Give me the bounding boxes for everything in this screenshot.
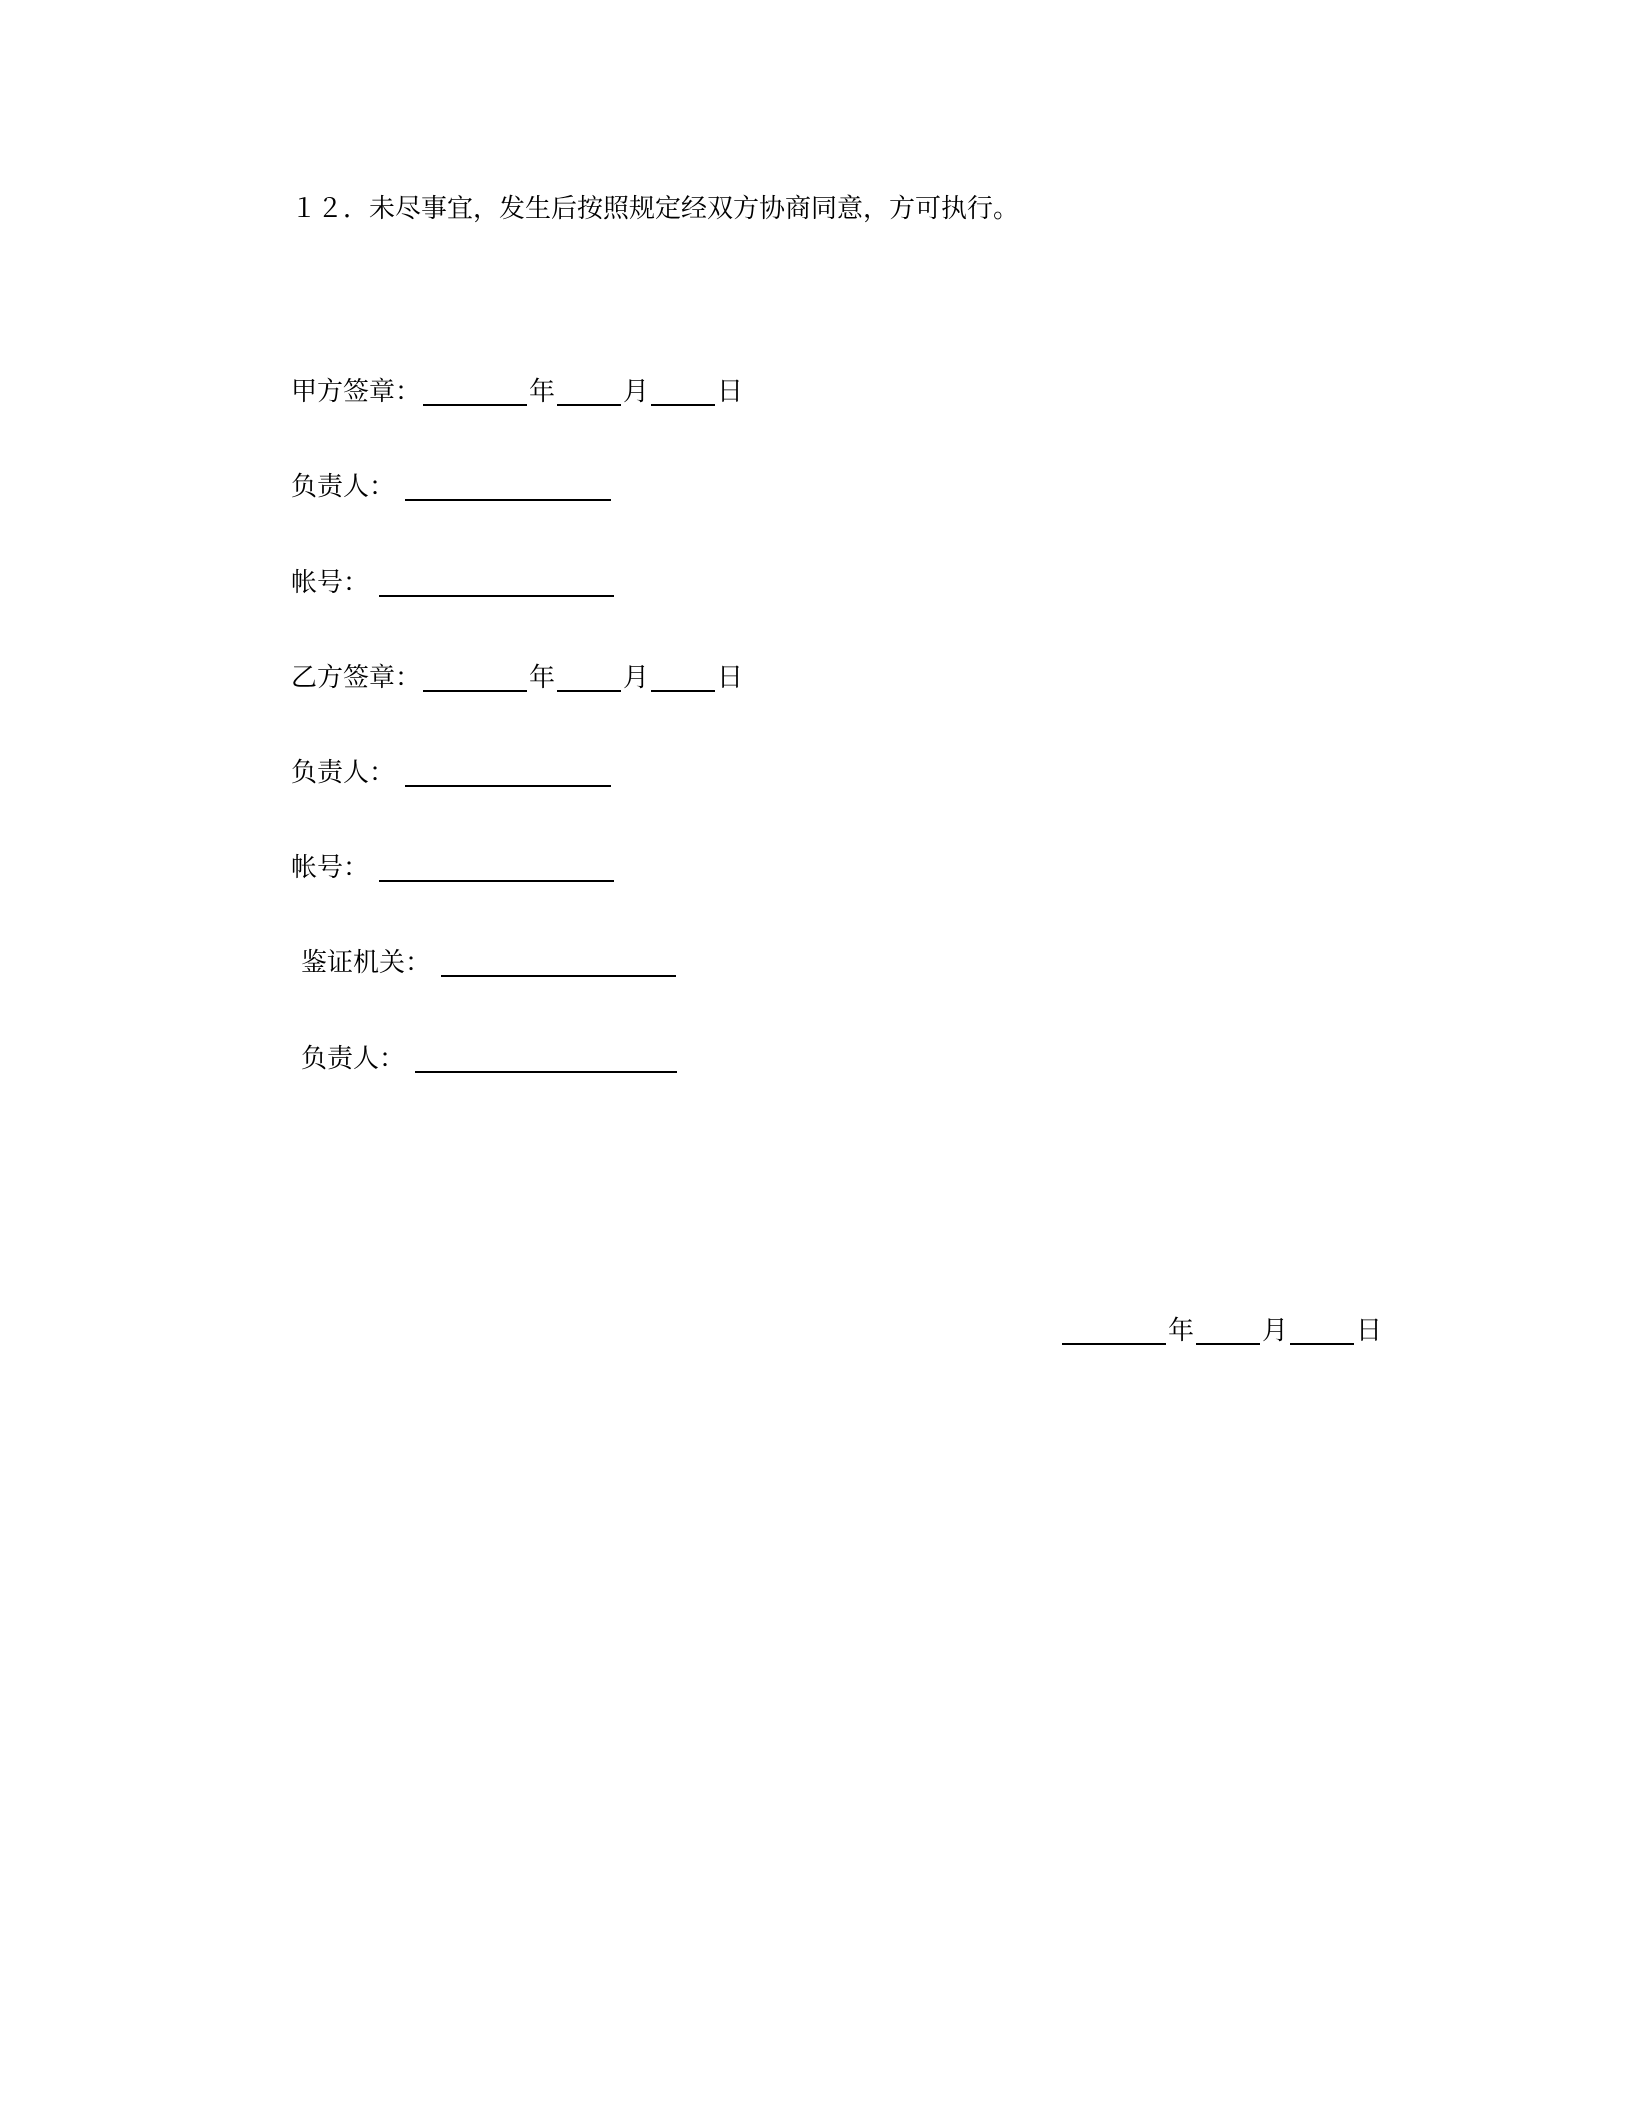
final-year-field[interactable] [1062,1317,1166,1345]
final-day-field[interactable] [1290,1317,1354,1345]
party-a-seal-label: 甲方签章： [291,377,422,407]
party-a-day-field[interactable] [651,378,715,406]
party-b-seal-label: 乙方签章： [291,663,422,693]
day-label: 日 [717,377,744,407]
year-label: 年 [529,377,556,407]
month-label: 月 [1262,1316,1289,1346]
notary-person-row [301,1043,679,1075]
notary-person-field[interactable] [415,1045,677,1073]
final-date-row [1060,1315,1382,1347]
month-label: 月 [623,663,650,693]
party-b-month-field[interactable] [557,664,621,692]
party-b-account-field[interactable] [379,854,614,882]
party-a-month-field[interactable] [557,378,621,406]
party-a-year-field[interactable] [423,378,527,406]
notary-person-label: 负责人： [301,1044,406,1074]
day-label: 日 [717,663,744,693]
notary-org-label: 鉴证机关： [301,948,432,978]
final-month-field[interactable] [1196,1317,1260,1345]
party-b-account-row [291,852,616,884]
party-b-year-field[interactable] [423,664,527,692]
notary-org-row [301,947,678,979]
party-b-day-field[interactable] [651,664,715,692]
party-b-person-label: 负责人： [291,758,396,788]
party-a-person-label: 负责人： [291,472,396,502]
party-b-seal-row [291,662,743,694]
party-a-account-row [291,567,616,599]
year-label: 年 [1168,1316,1195,1346]
notary-org-field[interactable] [441,949,676,977]
party-b-person-row [291,757,613,789]
party-b-account-label: 帐号： [291,853,370,883]
party-b-person-field[interactable] [405,759,611,787]
clause-12 [291,193,1019,225]
party-a-account-field[interactable] [379,569,614,597]
party-a-account-label: 帐号： [291,568,370,598]
day-label: 日 [1356,1316,1383,1346]
party-a-seal-row [291,376,743,408]
party-a-person-row [291,471,613,503]
month-label: 月 [623,377,650,407]
year-label: 年 [529,663,556,693]
clause-text: １２．未尽事宜，发生后按照规定经双方协商同意，方可执行。 [291,194,1020,224]
party-a-person-field[interactable] [405,473,611,501]
